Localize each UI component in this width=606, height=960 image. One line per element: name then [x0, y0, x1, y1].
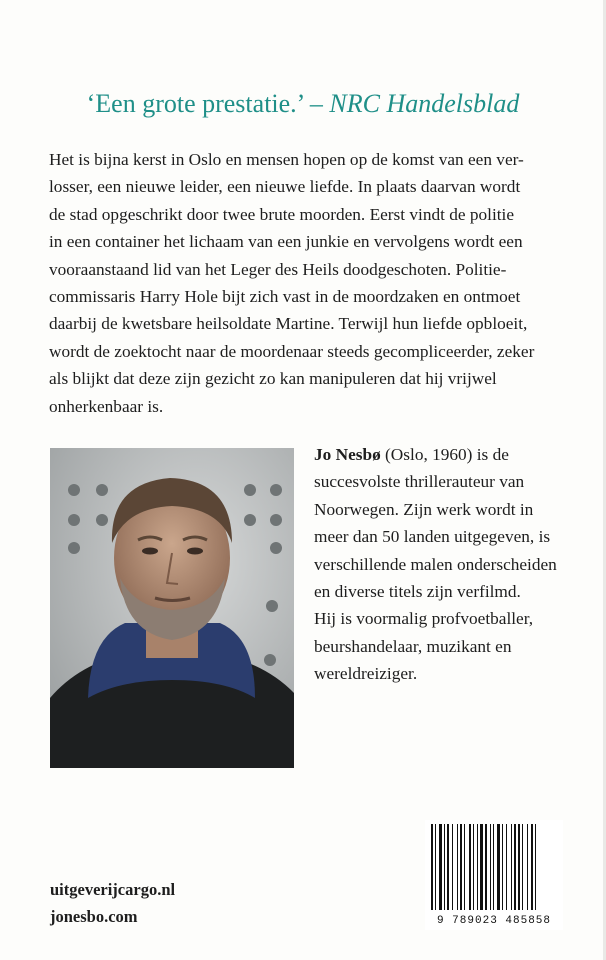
- barcode-bar: [431, 824, 433, 910]
- synopsis-line: losser, een nieuwe leider, een nieuwe liefde. In plaats daarvan wordt: [49, 177, 521, 197]
- synopsis-line: als blijkt dat deze zijn gezicht zo kan manipuleren dat hij vrijwel: [49, 369, 497, 389]
- bio-line: Noorwegen. Zijn werk wordt in: [314, 499, 534, 519]
- barcode-bar: [469, 824, 471, 910]
- barcode-bar: [480, 824, 483, 910]
- synopsis-line: in een container het lichaam van een junkie en vervolgens wordt een: [49, 232, 523, 252]
- barcode-bar: [511, 824, 512, 910]
- barcode-bar: [485, 824, 487, 910]
- barcode-bar: [473, 824, 474, 910]
- synopsis-line: Het is bijna kerst in Oslo en mensen hopen op de komst van een ver-: [49, 150, 524, 169]
- bio-line: succesvolste thrillerauteur van: [314, 472, 525, 492]
- author-website: jonesbo.com: [50, 907, 138, 926]
- barcode-bar: [514, 824, 516, 910]
- publisher-website: uitgeverijcargo.nl: [50, 880, 176, 899]
- barcode-bar: [527, 824, 528, 910]
- barcode-bar: [447, 824, 449, 910]
- barcode-bar: [460, 824, 462, 910]
- barcode-bar: [435, 824, 436, 910]
- bio-line: en diverse titels zijn verfilmd.: [314, 582, 521, 602]
- barcode-bar: [535, 824, 536, 910]
- barcode-bar: [452, 824, 453, 910]
- barcode-bar: [490, 824, 491, 910]
- bio-line: (Oslo, 1960) is de: [380, 445, 509, 464]
- barcode-bar: [477, 824, 478, 910]
- synopsis: [49, 146, 561, 420]
- synopsis-line: commissaris Harry Hole bijt zich vast in de moordzaken en ontmoet: [49, 287, 521, 307]
- quote-source: NRC Handelsblad: [329, 89, 520, 118]
- bio-line: wereldreiziger.: [314, 664, 418, 684]
- synopsis-line: wordt de zoektocht naar de moordenaar steeds gecompliceerder, zeker: [49, 341, 535, 361]
- author-name: Jo Nesbø: [314, 445, 381, 464]
- bio-line: Hij is voormalig profvoetballer,: [314, 609, 534, 629]
- barcode-bar: [464, 824, 465, 910]
- barcode-bar: [531, 824, 533, 910]
- bio-line: beurshandelaar, muzikant en: [314, 636, 512, 656]
- barcode-bar: [444, 824, 445, 910]
- review-quote: [0, 88, 606, 120]
- barcode-bar: [439, 824, 442, 910]
- bio-line: verschillende malen onderscheiden: [314, 554, 557, 574]
- quote-text: ‘Een grote prestatie.’ –: [86, 89, 330, 118]
- synopsis-line: vooraanstaand lid van het Leger des Heils doodgeschoten. Politie-: [49, 259, 507, 279]
- bio-first-line: [314, 441, 574, 468]
- barcode-bars: [425, 820, 563, 912]
- isbn-number: 9 789023 485858: [436, 915, 552, 927]
- synopsis-line: de stad opgeschrikt door twee brute moorden. Eerst vindt de politie: [49, 204, 515, 224]
- barcode-bar: [502, 824, 503, 910]
- website-links: [50, 876, 175, 930]
- barcode-bar: [522, 824, 523, 910]
- isbn-barcode: [425, 820, 563, 930]
- barcode-bar: [457, 824, 458, 910]
- bio-line: meer dan 50 landen uitgegeven, is: [314, 527, 551, 547]
- barcode-bar: [497, 824, 500, 910]
- synopsis-line: daarbij de kwetsbare heilsoldate Martine. Terwijl hun liefde opbloeit,: [49, 314, 528, 334]
- barcode-bar: [493, 824, 494, 910]
- author-portrait-image: [50, 448, 294, 768]
- synopsis-line: onherkenbaar is.: [49, 396, 164, 416]
- barcode-bar: [518, 824, 520, 910]
- author-photo: [50, 448, 294, 768]
- barcode-bar: [506, 824, 507, 910]
- author-bio: [314, 441, 574, 688]
